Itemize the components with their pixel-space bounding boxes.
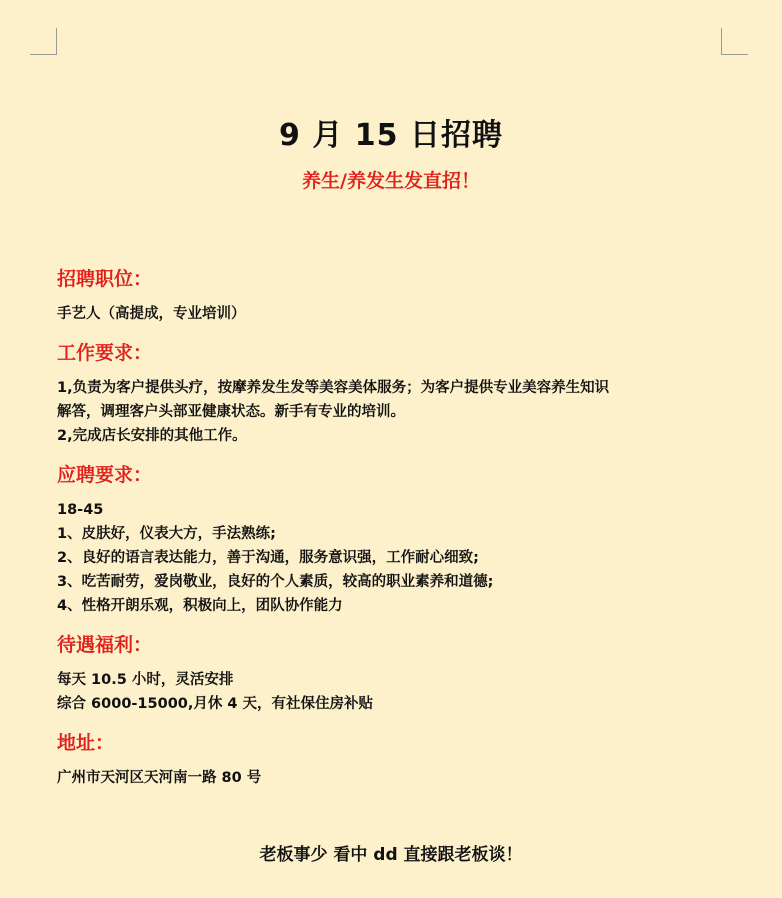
section-address <box>57 728 737 790</box>
page-title: 9 月 15 日招聘 <box>279 118 503 153</box>
section-work-requirements <box>57 338 737 448</box>
address-line: 广州市天河区天河南一路 80 号 <box>57 770 262 786</box>
work-line-1: 1,负责为客户提供头疗，按摩养发生发等美容美体服务；为客户提供专业美容养生知识 <box>57 380 610 396</box>
work-line-2: 解答，调理客户头部亚健康状态。新手有专业的培训。 <box>57 404 405 420</box>
apply-line-2: 2、良好的语言表达能力，善于沟通，服务意识强，工作耐心细致; <box>57 550 479 566</box>
apply-line-1: 1、皮肤好，仪表大方，手法熟练; <box>57 526 276 542</box>
page-subtitle: 养生/养发生发直招！ <box>302 170 480 192</box>
page-corner-mark-top-right <box>721 28 748 55</box>
footer-note: 老板事少 看中 dd 直接跟老板谈！ <box>259 845 523 865</box>
section-position <box>57 264 737 326</box>
apply-line-3: 3、吃苦耐劳，爱岗敬业，良好的个人素质，较高的职业素养和道德; <box>57 574 494 590</box>
work-line-3: 2,完成店长安排的其他工作。 <box>57 428 247 444</box>
section-heading-apply: 应聘要求： <box>57 464 153 486</box>
section-heading-work: 工作要求： <box>57 342 153 364</box>
apply-line-4: 4、性格开朗乐观，积极向上，团队协作能力 <box>57 598 343 614</box>
section-heading-benefits: 待遇福利： <box>57 634 153 656</box>
position-line: 手艺人（高提成，专业培训） <box>57 306 246 322</box>
section-benefits <box>57 630 737 716</box>
benefits-line-2: 综合 6000-15000,月休 4 天，有社保住房补贴 <box>57 696 374 712</box>
benefits-line-1: 每天 10.5 小时，灵活安排 <box>57 672 234 688</box>
section-heading-position: 招聘职位： <box>57 268 153 290</box>
page-corner-mark-top-left <box>30 28 57 55</box>
section-heading-address: 地址： <box>57 732 115 754</box>
document-body <box>57 264 737 790</box>
section-apply-requirements <box>57 460 737 618</box>
apply-line-age: 18-45 <box>57 502 104 518</box>
